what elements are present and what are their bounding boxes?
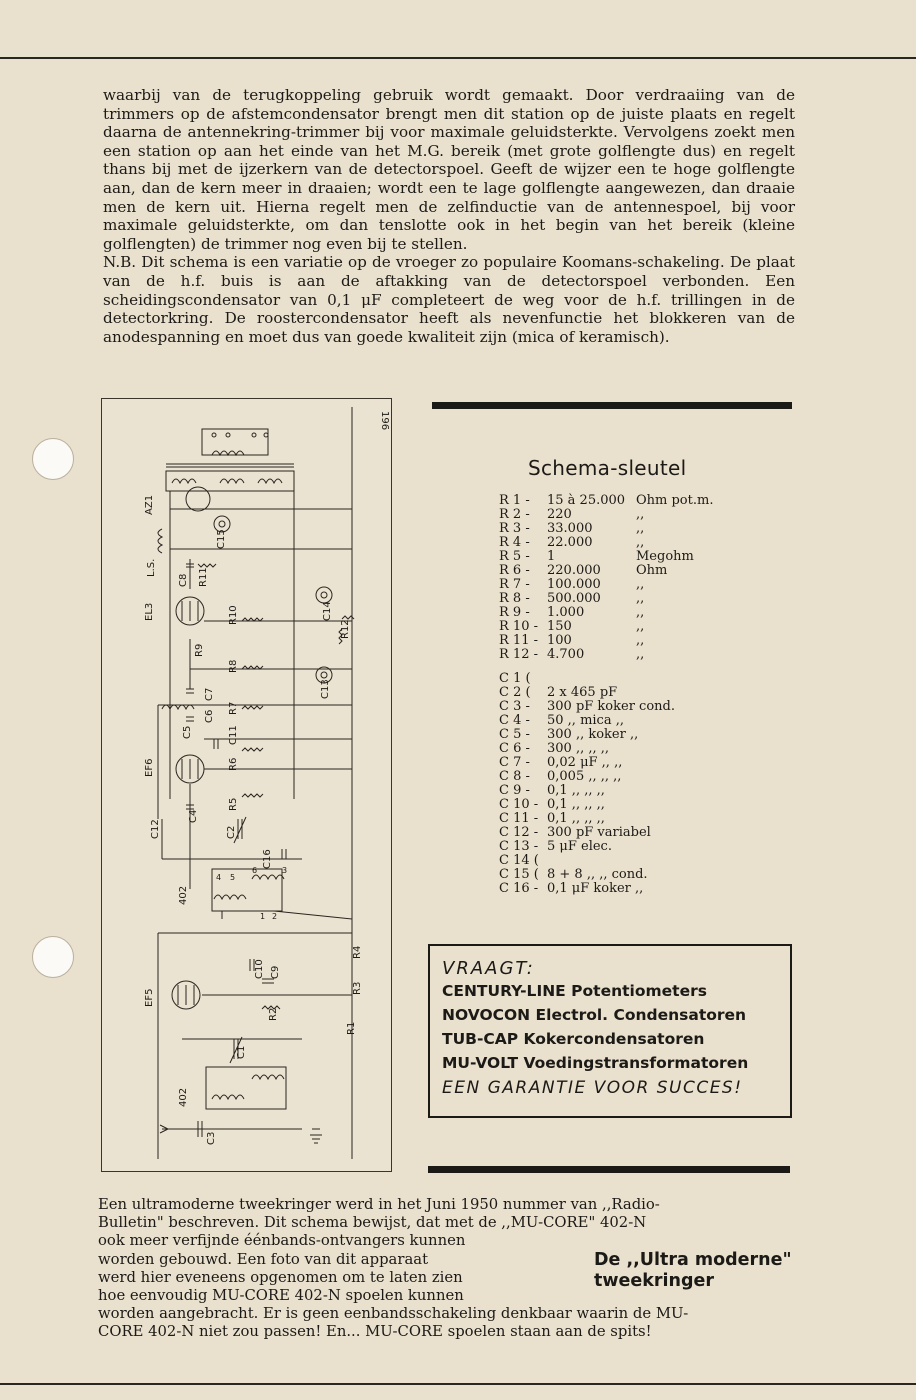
resistor-unit: Ohm pot.m.: [636, 493, 714, 508]
circuit-schematic: [101, 398, 392, 1172]
resistor-value: 1.000: [547, 605, 585, 620]
label-c6: C6: [204, 709, 215, 723]
punch-hole-top: [32, 438, 74, 480]
capacitor-id: C 1 (: [499, 671, 531, 686]
ad-line-novocon: NOVOCON Electrol. Condensatoren: [442, 1006, 747, 1024]
label-r3: R3: [352, 981, 363, 995]
capacitor-id: C 4 -: [499, 713, 530, 728]
resistor-unit: ,,: [636, 507, 645, 522]
label-c2: C2: [226, 825, 237, 839]
label-c5: C5: [182, 725, 193, 739]
label-r5: R5: [228, 797, 239, 811]
bottom-line: ook meer verfijnde éénbands-ontvangers kunnen: [98, 1232, 466, 1250]
ad-footer: EEN GARANTIE VOOR SUCCES!: [442, 1078, 743, 1098]
resistor-id: R 8 -: [499, 591, 530, 606]
resistor-id: R 12 -: [499, 647, 538, 662]
coil-label-top: 402: [178, 885, 189, 905]
top-rule: [0, 57, 916, 59]
resistor-unit: ,,: [636, 535, 645, 550]
label-c14: C14: [322, 601, 333, 621]
bottom-rule: [0, 1383, 916, 1385]
punch-hole-bottom: [32, 936, 74, 978]
key-top-bar: [432, 402, 792, 409]
capacitor-value: 300 ,, ,, ,,: [547, 741, 610, 756]
capacitor-value: 5 μF elec.: [547, 839, 612, 854]
label-c16: C16: [262, 849, 273, 869]
resistor-id: R 1 -: [499, 493, 530, 508]
resistor-value: 100: [547, 633, 572, 648]
resistor-unit: ,,: [636, 633, 645, 648]
resistor-id: R 4 -: [499, 535, 530, 550]
intro-paragraph-1: waarbij van de terugkoppeling gebruik wordt gemaakt. Door verdraaiing van de trimmers op de afstemcondensator brengt men dit station op de juiste plaats en regelt daarna de antennekring-trimmer bij voor maximale geluidsterkte. Vervolgens zoekt men een station op aan het einde van het M.G. bereik (met grote golflengte dus) en regelt thans bij met de ijzerkern van de detectorspoel. Geeft de wijzer een te hoge golflengte aan, dan de kern meer in draaien; wordt een te lage golflengte aangewezen, dan draaie men de kern uit. Hierna regelt men de zelfinductie van de antennespoel, bij voor maximale geluidsterkte, om dan tenslotte ook in het begin van het bereik (kleine golflengten) de trimmer nog even bij te stellen.: [103, 86, 795, 253]
resistor-unit: ,,: [636, 647, 645, 662]
label-c7: C7: [204, 687, 215, 701]
capacitor-value: 2 x 465 pF: [547, 685, 618, 700]
resistor-id: R 5 -: [499, 549, 530, 564]
resistor-unit: Megohm: [636, 549, 694, 564]
resistor-value: 500.000: [547, 591, 601, 606]
coil-pin-5: 5: [230, 873, 236, 882]
tube-label-ef5: EF5: [144, 988, 155, 1007]
label-r1: R1: [346, 1021, 357, 1035]
resistor-value: 150: [547, 619, 572, 634]
ad-line-tubcap: TUB-CAP Kokercondensatoren: [442, 1030, 705, 1048]
side-heading-line-2: tweekringer: [594, 1271, 715, 1291]
label-c11: C11: [228, 725, 239, 745]
capacitor-value: 0,005 ,, ,, ,,: [547, 769, 622, 784]
resistor-value: 15 à 25.000: [547, 493, 626, 508]
resistor-unit: ,,: [636, 591, 645, 606]
coil-pin-6: 6: [252, 866, 258, 875]
capacitor-value: 8 + 8 ,, ,, cond.: [547, 867, 648, 882]
capacitor-id: C 13 -: [499, 839, 539, 854]
bottom-line: CORE 402-N niet zou passen! En... MU-CORE spoelen staan aan de spits!: [98, 1323, 652, 1341]
schematic-number: 196: [379, 411, 390, 431]
capacitor-value: 0,1 ,, ,, ,,: [547, 811, 605, 826]
label-r6: R6: [228, 757, 239, 771]
resistor-id: R 9 -: [499, 605, 530, 620]
capacitor-id: C 8 -: [499, 769, 530, 784]
capacitor-id: C 11 -: [499, 811, 539, 826]
resistor-value: 4.700: [547, 647, 585, 662]
bottom-line: Bulletin" beschreven. Dit schema bewijst, dat met de ,,MU-CORE" 402-N: [98, 1214, 647, 1232]
capacitor-id: C 9 -: [499, 783, 530, 798]
advertisement-box: [428, 944, 792, 1118]
resistor-unit: ,,: [636, 577, 645, 592]
resistor-value: 33.000: [547, 521, 593, 536]
capacitor-value: 0,1 ,, ,, ,,: [547, 783, 605, 798]
resistor-id: R 10 -: [499, 619, 538, 634]
capacitor-value: 0,1 ,, ,, ,,: [547, 797, 605, 812]
capacitor-id: C 6 -: [499, 741, 530, 756]
resistor-unit: ,,: [636, 619, 645, 634]
tube-label-el3: EL3: [144, 602, 155, 621]
capacitor-id: C 7 -: [499, 755, 530, 770]
ls-label: L.S.: [146, 558, 157, 577]
ad-heading: VRAAGT:: [442, 958, 535, 979]
resistor-unit: ,,: [636, 521, 645, 536]
bottom-line: worden aangebracht. Er is geen eenbandsschakeling denkbaar waarin de MU-: [98, 1305, 689, 1323]
coil-label-bottom: 402: [178, 1087, 189, 1107]
label-r4: R4: [352, 945, 363, 959]
capacitor-id: C 2 (: [499, 685, 531, 700]
resistor-value: 100.000: [547, 577, 601, 592]
resistor-value: 1: [547, 549, 556, 564]
label-r10: R10: [228, 605, 239, 625]
coil-pin-2: 2: [272, 912, 278, 921]
resistor-id: R 2 -: [499, 507, 530, 522]
ad-line-muvolt: MU-VOLT Voedingstransformatoren: [442, 1054, 749, 1072]
label-c3: C3: [206, 1131, 217, 1145]
resistor-id: R 11 -: [499, 633, 538, 648]
resistor-id: R 3 -: [499, 521, 530, 536]
label-r8: R8: [228, 659, 239, 673]
label-c13: C13: [320, 679, 331, 699]
label-r9: R9: [194, 643, 205, 657]
key-title: Schema-sleutel: [528, 456, 687, 480]
capacitor-id: C 3 -: [499, 699, 530, 714]
resistor-unit: ,,: [636, 605, 645, 620]
resistor-unit: Ohm: [636, 563, 668, 578]
label-r12: R12: [340, 619, 351, 639]
key-bottom-bar: [428, 1166, 790, 1173]
capacitor-value: 0,1 μF koker ,,: [547, 881, 644, 896]
bottom-line: worden gebouwd. Een foto van dit apparaat: [98, 1250, 429, 1268]
ad-line-century: CENTURY-LINE Potentiometers: [442, 982, 707, 1000]
label-c4: C4: [188, 809, 199, 823]
label-c9: C9: [270, 965, 281, 979]
intro-text: [103, 86, 795, 346]
coil-pin-1: 1: [260, 912, 266, 921]
capacitor-id: C 16 -: [499, 881, 539, 896]
label-c10: C10: [254, 959, 265, 979]
label-r2: R2: [268, 1007, 279, 1021]
label-c1: C1: [236, 1045, 247, 1059]
capacitor-value: 50 ,, mica ,,: [547, 713, 624, 728]
resistor-value: 220: [547, 507, 572, 522]
capacitor-id: C 14 (: [499, 853, 539, 868]
label-r11: R11: [198, 567, 209, 587]
bottom-line: werd hier eveneens opgenomen om te laten zien: [98, 1268, 463, 1286]
label-r7: R7: [228, 701, 239, 715]
capacitor-id: C 15 (: [499, 867, 539, 882]
capacitor-value: 300 pF variabel: [547, 825, 651, 840]
resistor-value: 22.000: [547, 535, 593, 550]
capacitor-id: C 12 -: [499, 825, 539, 840]
bottom-line: Een ultramoderne tweekringer werd in het Juni 1950 nummer van ,,Radio-: [98, 1196, 660, 1213]
resistor-id: R 6 -: [499, 563, 530, 578]
coil-pin-4: 4: [216, 873, 222, 882]
capacitor-value: 300 pF koker cond.: [547, 699, 675, 714]
capacitor-id: C 5 -: [499, 727, 530, 742]
schematic-drawing: [102, 399, 391, 1171]
resistor-id: R 7 -: [499, 577, 530, 592]
capacitor-value: 0,02 μF ,, ,,: [547, 755, 623, 770]
bottom-line: hoe eenvoudig MU-CORE 402-N spoelen kunnen: [98, 1287, 464, 1305]
side-heading: [594, 1250, 792, 1292]
label-c15: C15: [216, 529, 227, 549]
capacitor-value: 300 ,, koker ,,: [547, 727, 639, 742]
resistor-value: 220.000: [547, 563, 601, 578]
label-c8: C8: [178, 573, 189, 587]
tube-label-az1: AZ1: [144, 494, 155, 515]
tube-label-ef6: EF6: [144, 758, 155, 777]
capacitor-id: C 10 -: [499, 797, 539, 812]
coil-pin-3: 3: [282, 866, 288, 875]
intro-paragraph-2: N.B. Dit schema is een variatie op de vroeger zo populaire Koomans-schakeling. De plaat van de h.f. buis is aan de aftakking van de detectorspoel verbonden. Een scheidingscondensator van 0,1 μF completeert de weg voor de h.f. trillingen in de detectorkring. De roostercondensator heeft als nevenfunctie het blokkeren van de anodespanning en moet dus van goede kwaliteit zijn (mica of keramisch).: [103, 253, 795, 346]
label-c12: C12: [150, 819, 161, 839]
side-heading-line-1: De ,,Ultra moderne": [594, 1250, 792, 1270]
